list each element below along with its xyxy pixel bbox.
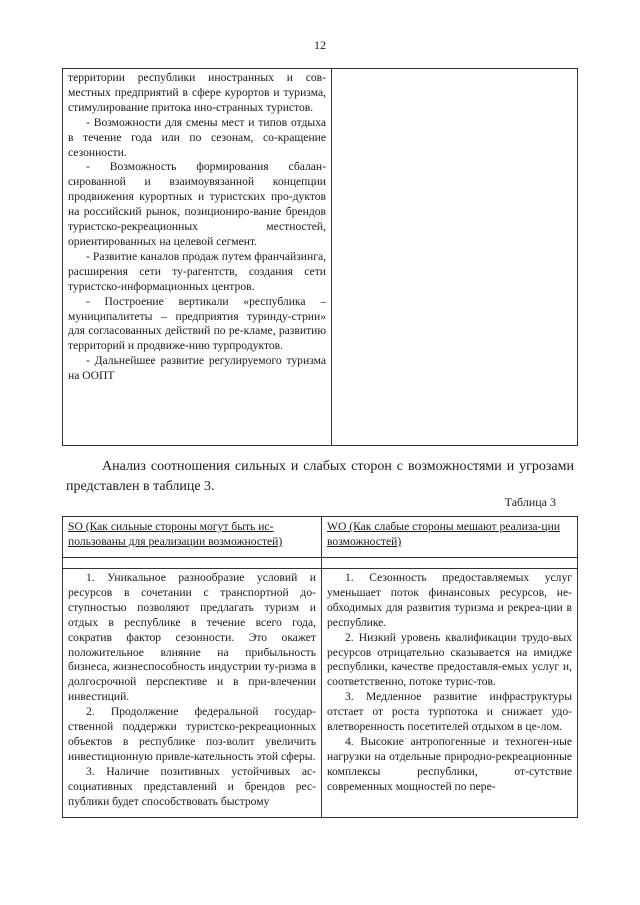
so-paragraph: 1. Уникальное разнообразие условий и ресурсов в сочетании с транспортной до-ступностью позволяют предлагать туризм и отдых в республике в течение всего года, сократив фактор сезонности. Это окажет положительное влияние на прибыльность бизнеса, жизнеспособность индустрии ту-ризма в долгосрочной перспективе и в при-влечении инвестиций. (68, 571, 316, 704)
wo-paragraph: 2. Низкий уровень квалификации трудо-вых ресурсов отрицательно сказывается на имидже республики, качестве предоставля-емых услуг и, соответственно, потоке турис-тов. (327, 630, 572, 689)
continuation-table (62, 68, 578, 446)
so-header: SO (Как сильные стороны могут быть ис-пользованы для реализации возможностей) (68, 520, 283, 548)
page-number: 12 (314, 38, 326, 52)
paragraph: - Построение вертикали «республика – муниципалитеты – предприятия туринду-стрии» для согласованных действий по ре-кламе, развитию территорий и продвиже-нию турпродуктов. (68, 294, 326, 353)
so-body-cell (63, 569, 322, 818)
wo-paragraph: 4. Высокие антропогенные и техноген-ные нагрузки на отдельные природно-рекреационные комплексы республики, от-сутствие современных мощностей по пере- (327, 734, 572, 793)
wo-header-cell (322, 517, 578, 558)
paragraph: - Дальнейшее развитие регулируемого туризма на ООПТ (68, 354, 326, 383)
wo-paragraph: 1. Сезонность предоставляемых услуг уменьшает поток финансовых ресурсов, не-обходимых для развития туризма и рекреа-ции в республике. (327, 571, 572, 629)
paragraph: - Возможности для смены мест и типов отдыха в течение года или по сезонам, со-кращение сезонности. (68, 115, 326, 159)
left-cell (63, 69, 332, 446)
so-paragraph: 3. Наличие позитивных устойчивых ас-социативных представлений и брендов рес-публики будет способствовать быстрому (68, 764, 316, 808)
wo-header: WO (Как слабые стороны мешают реализа-ции возможностей) (327, 520, 561, 548)
spacer-cell (322, 558, 578, 569)
table-label: Таблица 3 (504, 495, 556, 509)
wo-body-cell (322, 569, 578, 818)
wo-paragraph: 3. Медленное развитие инфраструктуры отстает от роста турпотока и снижает удо-влетворенность посетителей отдыхом в це-лом. (327, 690, 572, 734)
swot-table (62, 516, 578, 818)
right-cell-empty (332, 69, 578, 446)
paragraph: - Развитие каналов продаж путем франчайзинга, расширения сети ту-рагентств, создания сети туристско-информационных центров. (68, 249, 326, 293)
paragraph: - Возможность формирования сбалан-сированной и взаимоувязанной концепции продвижения курортных и туристских про-дуктов на российский рынок, позициониро-вание брендов туристско-рекреационных местностей, ориентированных на целевой сегмент. (68, 160, 326, 248)
so-paragraph: 2. Продолжение федеральной государ-ственной поддержки туристско-рекреационных объектов в республике поз-волит увеличить инвестиционную привле-кательность этой сферы. (68, 705, 316, 763)
paragraph: территории республики иностранных и сов-местных предприятий в сфере курортов и туризма, стимулирование притока ино-странных туристов. (68, 71, 326, 114)
so-header-cell (63, 517, 322, 558)
analysis-paragraph: Анализ соотношения сильных и слабых сторон с возможностями и угрозами представлен в таблице 3. (66, 459, 574, 494)
spacer-cell (63, 558, 322, 569)
